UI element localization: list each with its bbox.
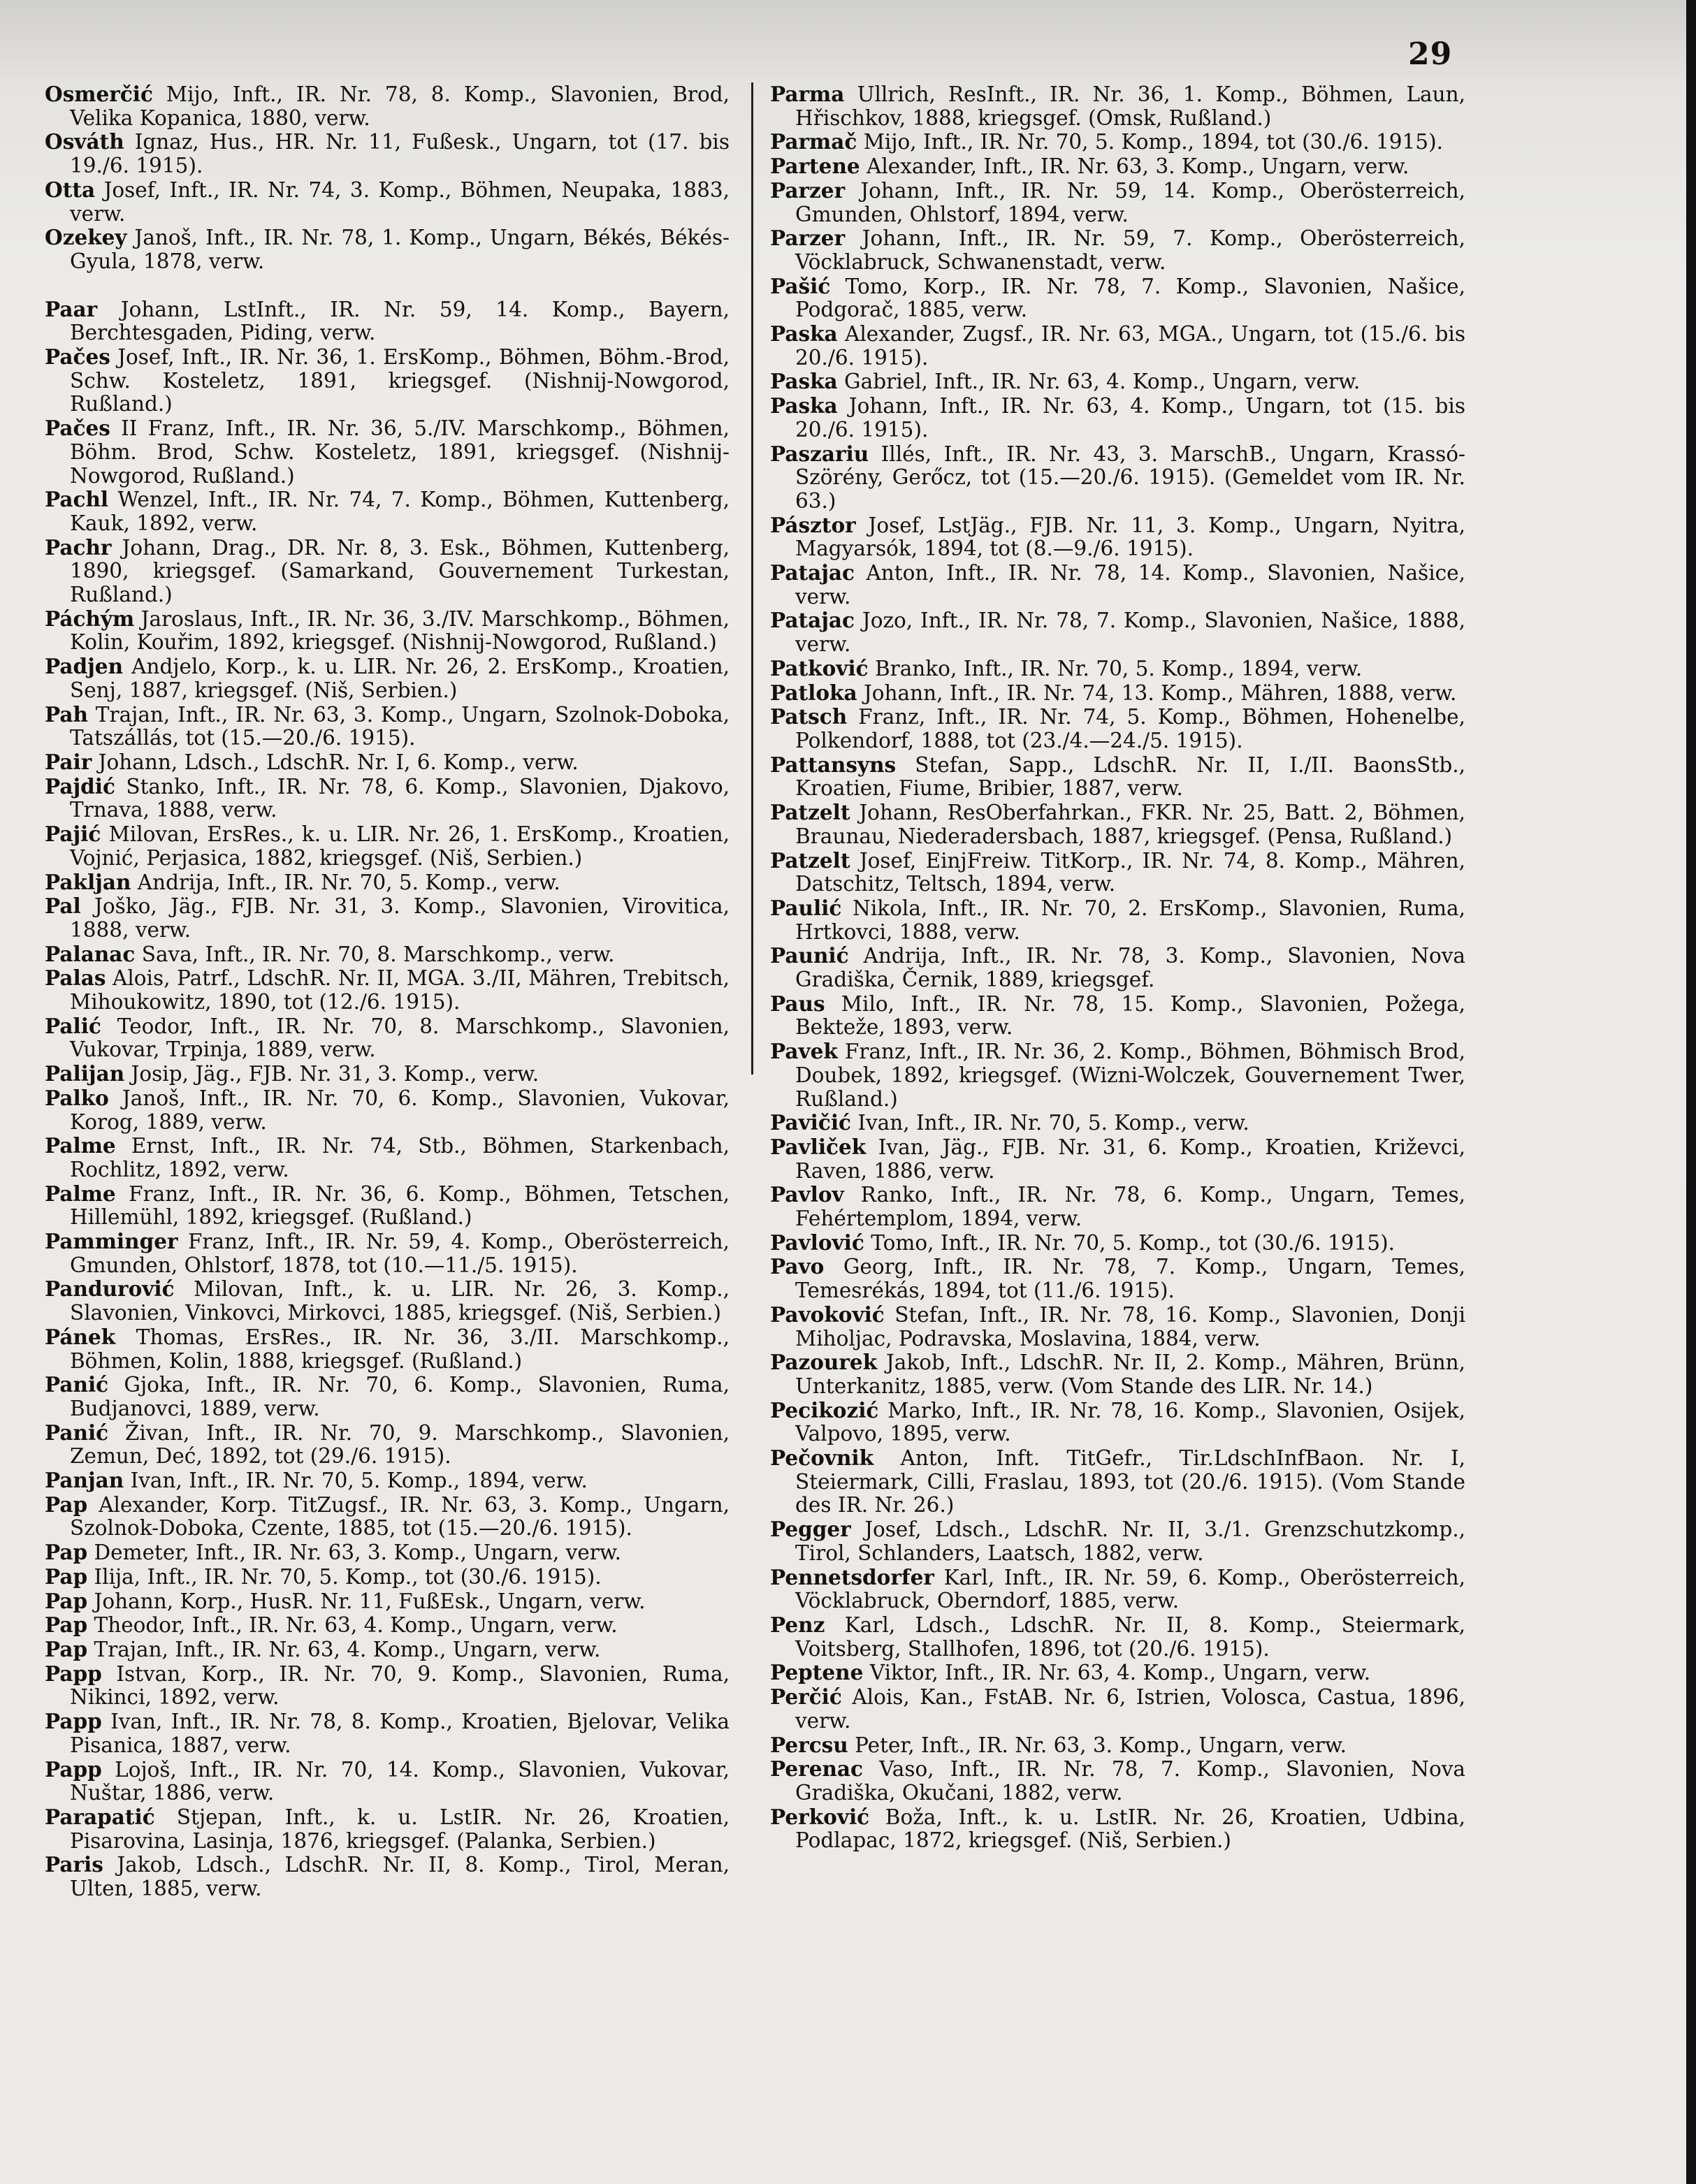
entry-details: Josef, Inft., IR. Nr. 36, 1. ErsKomp., Böhmen, Böhm.-Brod, Schw. Kosteletz, 1891, kriegsgef. (Nishnij-Nowgorod, Rußland.) (70, 345, 730, 416)
casualty-entry (45, 942, 730, 967)
entry-details: Gabriel, Inft., IR. Nr. 63, 4. Komp., Ungarn, verw. (837, 370, 1361, 394)
entry-surname: Pah (45, 701, 88, 727)
entry-surname: Pennetsdorfer (770, 1564, 934, 1589)
casualty-entry (770, 1566, 1465, 1613)
casualty-entry (770, 1351, 1465, 1398)
entry-surname: Pavoković (770, 1302, 885, 1327)
entry-surname: Patajac (770, 608, 855, 633)
casualty-entry (770, 896, 1465, 944)
casualty-entry (45, 607, 730, 655)
entry-details: Jakob, Inft., LdschR. Nr. II, 2. Komp., Mähren, Brünn, Unterkanitz, 1885, verw. (Vom Stande des LIR. Nr. 14.) (795, 1351, 1465, 1398)
casualty-entry (45, 1014, 730, 1062)
entry-details: Anton, Inft. TitGefr., Tir.LdschInfBaon. Nr. I, Steiermark, Cilli, Fraslau, 1893, tot (20./6. 1915). (Vom Stande des IR. Nr. 26.) (795, 1446, 1465, 1517)
entry-details: Johann, Korp., HusR. Nr. 11, FußEsk., Ungarn, verw. (87, 1589, 646, 1613)
entry-details: Karl, Ldsch., LdschR. Nr. II, 8. Komp., Steiermark, Voitsberg, Stallhofen, 1896, tot (20./6. 1915). (795, 1613, 1465, 1661)
entry-surname: Pattansyns (770, 752, 897, 777)
casualty-entry (45, 750, 730, 775)
entry-details: Stanko, Inft., IR. Nr. 78, 6. Komp., Slavonien, Djakovo, Trnava, 1888, verw. (70, 774, 730, 822)
entry-surname: Pegger (770, 1517, 851, 1542)
casualty-entry (45, 298, 730, 345)
casualty-entry (770, 1446, 1465, 1517)
casualty-entry (45, 1493, 730, 1541)
entry-details: Ivan, Inft., IR. Nr. 78, 8. Komp., Kroatien, Bjelovar, Velika Pisanica, 1887, verw. (70, 1710, 730, 1757)
entry-surname: Patković (770, 655, 869, 680)
entry-surname: Patajac (770, 560, 855, 585)
casualty-entry (770, 1040, 1465, 1111)
casualty-entry (45, 345, 730, 416)
entry-details: Johann, LstInft., IR. Nr. 59, 14. Komp., Bayern, Berchtesgaden, Piding, verw. (70, 297, 730, 345)
entry-surname: Papp (45, 1709, 102, 1734)
entry-details: Johann, Inft., IR. Nr. 59, 7. Komp., Oberösterreich, Vöcklabruck, Schwanenstadt, verw. (795, 226, 1465, 274)
entry-surname: Palijan (45, 1061, 125, 1086)
entry-details: Jozo, Inft., IR. Nr. 78, 7. Komp., Slavonien, Našice, 1888, verw. (795, 609, 1465, 657)
entry-surname: Pánek (45, 1324, 116, 1349)
casualty-entry (45, 655, 730, 702)
entry-details: II Franz, Inft., IR. Nr. 36, 5./IV. Marschkomp., Böhmen, Böhm. Brod, Schw. Kosteletz, 1891, kriegsgef. (Nishnij-Nowgorod, Rußland.) (70, 416, 730, 488)
casualty-entry (45, 178, 730, 226)
casualty-entry (770, 82, 1465, 130)
casualty-entry (770, 130, 1465, 154)
entry-surname: Ozekey (45, 225, 127, 250)
entry-surname: Otta (45, 177, 96, 202)
casualty-entry (45, 226, 730, 273)
casualty-entry (770, 1111, 1465, 1135)
casualty-entry (45, 488, 730, 535)
entry-details: Janoš, Inft., IR. Nr. 70, 6. Komp., Slavonien, Vukovar, Korog, 1889, verw. (70, 1086, 730, 1134)
entry-surname: Panić (45, 1372, 109, 1397)
entry-surname: Palko (45, 1085, 109, 1110)
entry-details: Johann, ResOberfahrkan., FKR. Nr. 25, Batt. 2, Böhmen, Braunau, Niederadersbach, 1887, kriegsgef. (Pensa, Rußland.) (795, 801, 1465, 848)
entry-surname: Pair (45, 749, 92, 774)
casualty-entry (770, 1255, 1465, 1302)
entry-surname: Pačes (45, 344, 110, 370)
casualty-entry (770, 1733, 1465, 1758)
entry-surname: Paunić (770, 943, 849, 968)
entry-details: Johann, Ldsch., LdschR. Nr. I, 6. Komp., verw. (92, 750, 579, 774)
entry-surname: Pachl (45, 487, 109, 512)
entry-details: Stjepan, Inft., k. u. LstIR. Nr. 26, Kroatien, Pisarovina, Lasinja, 1876, kriegsgef. (Palanka, Serbien.) (70, 1805, 730, 1853)
entry-surname: Pavliček (770, 1134, 867, 1159)
entry-details: Tomo, Korp., IR. Nr. 78, 7. Komp., Slavonien, Našice, Podgorač, 1885, verw. (795, 274, 1465, 322)
entry-surname: Pap (45, 1612, 88, 1638)
casualty-entry (770, 1805, 1465, 1853)
entry-details: Franz, Inft., IR. Nr. 36, 6. Komp., Böhmen, Tetschen, Hillemühl, 1892, kriegsgef. (Rußland.) (70, 1181, 730, 1230)
entry-surname: Pajić (45, 822, 101, 847)
entry-surname: Parmač (770, 129, 857, 154)
casualty-entry (770, 370, 1465, 394)
entry-surname: Pecikozić (770, 1397, 879, 1422)
entry-details: Karl, Inft., IR. Nr. 59, 6. Komp., Oberösterreich, Vöcklabruck, Oberndorf, 1885, verw. (795, 1565, 1465, 1613)
casualty-entry (770, 1517, 1465, 1565)
entry-surname: Padjen (45, 654, 124, 679)
page-number: 29 (1408, 36, 1453, 72)
entry-details: Ernst, Inft., IR. Nr. 74, Stb., Böhmen, Starkenbach, Rochlitz, 1892, verw. (70, 1134, 730, 1181)
casualty-entry (45, 871, 730, 895)
casualty-entry (770, 609, 1465, 656)
casualty-entry (45, 1373, 730, 1420)
entry-details: Marko, Inft., IR. Nr. 78, 16. Komp., Slavonien, Osijek, Valpovo, 1895, verw. (795, 1398, 1465, 1446)
casualty-entry (45, 1613, 730, 1638)
casualty-entry (45, 1062, 730, 1086)
entry-surname: Parma (770, 82, 845, 106)
entry-details: Alois, Patrf., LdschR. Nr. II, MGA. 3./II, Mähren, Trebitsch, Mihoukowitz, 1890, tot (12./6. 1915). (70, 966, 730, 1014)
entry-surname: Pašić (770, 273, 831, 298)
entry-details: Janoš, Inft., IR. Nr. 78, 1. Komp., Ungarn, Békés, Békés-Gyula, 1878, verw. (70, 226, 730, 273)
casualty-entry (45, 1230, 730, 1277)
casualty-entry (45, 1589, 730, 1614)
entry-surname: Perković (770, 1804, 870, 1829)
entry-details: Stefan, Inft., IR. Nr. 78, 16. Komp., Slavonien, Donji Miholjac, Podravska, Moslavina, 1884, verw. (795, 1302, 1465, 1351)
entry-details: Branko, Inft., IR. Nr. 70, 5. Komp., 1894, verw. (868, 656, 1363, 680)
entry-details: Johann, Drag., DR. Nr. 8, 3. Esk., Böhmen, Kuttenberg, 1890, kriegsgef. (Samarkand, Gouvernement Turkestan, Rußland.) (70, 535, 730, 607)
entry-surname: Peptene (770, 1660, 864, 1685)
entry-surname: Pap (45, 1588, 88, 1613)
entry-surname: Pavek (770, 1039, 838, 1064)
entry-surname: Patzelt (770, 847, 850, 873)
entry-details: Josef, Inft., IR. Nr. 74, 3. Komp., Böhmen, Neupaka, 1883, verw. (70, 177, 730, 226)
entry-details: Vaso, Inft., IR. Nr. 78, 7. Komp., Slavonien, Nova Gradiška, Okučani, 1882, verw. (795, 1757, 1465, 1805)
entry-details: Anton, Inft., IR. Nr. 78, 14. Komp., Slavonien, Našice, verw. (795, 561, 1465, 609)
entry-surname: Pal (45, 894, 81, 919)
entry-details: Ullrich, ResInft., IR. Nr. 36, 1. Komp., Böhmen, Laun, Hřischkov, 1888, kriegsgef. (Omsk, Rußland.) (795, 82, 1465, 130)
entry-details: Nikola, Inft., IR. Nr. 70, 2. ErsKomp., Slavonien, Ruma, Hrtkovci, 1888, verw. (795, 896, 1465, 944)
casualty-entry (770, 705, 1465, 752)
casualty-entry (45, 1758, 730, 1805)
entry-surname: Palanac (45, 941, 136, 966)
entry-surname: Pavičić (770, 1110, 851, 1135)
entry-surname: Pap (45, 1637, 88, 1661)
entry-surname: Parzer (770, 226, 846, 251)
casualty-entry (770, 1685, 1465, 1733)
entry-details: Milovan, ErsRes., k. u. LIR. Nr. 26, 1. ErsKomp., Kroatien, Vojnić, Perjasica, 1882, kriegsgef. (Niš, Serbien.) (70, 822, 730, 870)
entry-surname: Pazourek (770, 1350, 878, 1375)
entry-details: Andjelo, Korp., k. u. LIR. Nr. 26, 2. ErsKomp., Kroatien, Senj, 1887, kriegsgef. (Niš, Serbien.) (70, 655, 730, 702)
entry-surname: Paris (45, 1852, 103, 1877)
entry-details: Josef, EinjFreiw. TitKorp., IR. Nr. 74, 8. Komp., Mähren, Datschitz, Teltsch, 1894, verw. (795, 848, 1465, 896)
casualty-entry (770, 1661, 1465, 1685)
entry-surname: Patloka (770, 680, 857, 705)
entry-details: Josip, Jäg., FJB. Nr. 31, 3. Komp., verw. (124, 1062, 539, 1086)
entry-surname: Páchým (45, 606, 135, 631)
entry-surname: Paska (770, 321, 838, 347)
entry-details: Wenzel, Inft., IR. Nr. 74, 7. Komp., Böhmen, Kuttenberg, Kauk, 1892, verw. (70, 488, 730, 535)
casualty-entry (45, 894, 730, 942)
casualty-entry (45, 822, 730, 870)
entry-details: Georg, Inft., IR. Nr. 78, 7. Komp., Ungarn, Temes, Temesrékás, 1894, tot (11./6. 1915). (795, 1255, 1465, 1303)
entry-details: Andrija, Inft., IR. Nr. 78, 3. Komp., Slavonien, Nova Gradiška, Černik, 1889, kriegsgef. (795, 944, 1465, 992)
entry-surname: Perčić (770, 1684, 842, 1710)
entry-details: Boža, Inft., k. u. LstIR. Nr. 26, Kroatien, Udbina, Podlapac, 1872, kriegsgef. (Niš, Serbien.) (795, 1805, 1465, 1853)
right-column (770, 82, 1465, 1853)
entry-surname: Paska (770, 393, 838, 418)
casualty-entry (45, 1853, 730, 1900)
entry-surname: Penz (770, 1612, 825, 1637)
entry-surname: Pap (45, 1492, 88, 1517)
casualty-entry (45, 966, 730, 1014)
entry-details: Theodor, Inft., IR. Nr. 63, 4. Komp., Ungarn, verw. (87, 1613, 618, 1638)
entry-surname: Pavo (770, 1254, 825, 1279)
casualty-entry (770, 275, 1465, 322)
entry-details: Franz, Inft., IR. Nr. 36, 2. Komp., Böhmen, Böhmisch Brod, Doubek, 1892, kriegsgef. (Wizni-Wolczek, Gouvernement Twer, Rußland.) (795, 1040, 1465, 1111)
entry-surname: Pap (45, 1564, 88, 1589)
casualty-entry (770, 561, 1465, 609)
entry-details: Trajan, Inft., IR. Nr. 63, 4. Komp., Ungarn, verw. (87, 1638, 601, 1661)
casualty-entry (770, 1399, 1465, 1446)
casualty-entry (45, 1710, 730, 1757)
entry-details: Johann, Inft., IR. Nr. 74, 13. Komp., Mähren, 1888, verw. (857, 680, 1457, 705)
entry-surname: Osmerčić (45, 82, 153, 106)
casualty-entry (770, 226, 1465, 274)
entry-surname: Paulić (770, 895, 842, 920)
entry-details: Ranko, Inft., IR. Nr. 78, 6. Komp., Ungarn, Temes, Fehértemplom, 1894, verw. (795, 1183, 1465, 1231)
left-column (45, 82, 730, 1901)
casualty-entry (770, 849, 1465, 896)
entry-details: Mijo, Inft., IR. Nr. 78, 8. Komp., Slavonien, Brod, Velika Kopanica, 1880, verw. (70, 82, 730, 130)
entry-details: Franz, Inft., IR. Nr. 74, 5. Komp., Böhmen, Hohenelbe, Polkendorf, 1888, tot (23./4.—24./5. 1915). (795, 705, 1465, 752)
entry-details: Lojoš, Inft., IR. Nr. 70, 14. Komp., Slavonien, Vukovar, Nuštar, 1886, verw. (70, 1757, 730, 1805)
entry-details: Trajan, Inft., IR. Nr. 63, 3. Komp., Ungarn, Szolnok-Doboka, Tatszállás, tot (15.—20./6. 1915). (70, 702, 730, 750)
entry-surname: Papp (45, 1661, 102, 1686)
entry-surname: Palme (45, 1133, 116, 1158)
entry-details: Johann, Inft., IR. Nr. 63, 4. Komp., Ungarn, tot (15. bis 20./6. 1915). (795, 394, 1465, 442)
entry-details: Jaroslaus, Inft., IR. Nr. 36, 3./IV. Marschkomp., Böhmen, Kolin, Kouřim, 1892, kriegsgef. (Nishnij-Nowgorod, Rußland.) (70, 606, 730, 655)
casualty-entry (770, 944, 1465, 991)
casualty-entry (770, 322, 1465, 370)
entry-surname: Paar (45, 296, 98, 321)
entry-surname: Patsch (770, 704, 848, 729)
entry-details: Viktor, Inft., IR. Nr. 63, 4. Komp., Ungarn, verw. (863, 1661, 1371, 1685)
entry-surname: Pachr (45, 534, 112, 560)
entry-surname: Parapatić (45, 1804, 155, 1829)
casualty-entry (45, 1277, 730, 1325)
entry-details: Teodor, Inft., IR. Nr. 70, 8. Marschkomp., Slavonien, Vukovar, Trpinja, 1889, verw. (70, 1014, 730, 1062)
entry-details: Andrija, Inft., IR. Nr. 70, 5. Komp., verw. (131, 870, 560, 894)
casualty-entry (45, 1325, 730, 1373)
entry-surname: Papp (45, 1756, 102, 1782)
casualty-entry (770, 1757, 1465, 1805)
casualty-entry (770, 442, 1465, 514)
entry-details: Demeter, Inft., IR. Nr. 63, 3. Komp., Ungarn, verw. (87, 1541, 621, 1565)
casualty-entry (45, 1805, 730, 1853)
entry-details: Sava, Inft., IR. Nr. 70, 8. Marschkomp., verw. (135, 942, 615, 966)
casualty-entry (770, 1231, 1465, 1255)
casualty-entry (45, 1565, 730, 1589)
entry-details: Živan, Inft., IR. Nr. 70, 9. Marschkomp., Slavonien, Zemun, Deć, 1892, tot (29./6. 1915). (70, 1420, 730, 1469)
entry-surname: Pamminger (45, 1229, 178, 1254)
entry-surname: Percsu (770, 1732, 848, 1757)
entry-surname: Pavlov (770, 1182, 844, 1207)
casualty-entry (770, 801, 1465, 848)
casualty-entry (45, 1086, 730, 1134)
entry-details: Alois, Kan., FstAB. Nr. 6, Istrien, Volosca, Castua, 1896, verw. (795, 1685, 1465, 1733)
casualty-entry (45, 703, 730, 750)
entry-details: Ilija, Inft., IR. Nr. 70, 5. Komp., tot (30./6. 1915). (87, 1564, 602, 1589)
entry-details: Ivan, Jäg., FJB. Nr. 31, 6. Komp., Kroatien, Križevci, Raven, 1886, verw. (795, 1135, 1465, 1183)
casualty-entry (770, 681, 1465, 706)
entry-details: Alexander, Zugsf., IR. Nr. 63, MGA., Ungarn, tot (15./6. bis 20./6. 1915). (795, 322, 1465, 370)
entry-surname: Palme (45, 1181, 116, 1206)
entry-surname: Paska (770, 369, 838, 394)
entry-details: Jakob, Ldsch., LdschR. Nr. II, 8. Komp., Tirol, Meran, Ulten, 1885, verw. (70, 1853, 730, 1901)
casualty-entry (45, 1541, 730, 1565)
entry-surname: Panić (45, 1420, 109, 1445)
entry-details: Istvan, Korp., IR. Nr. 70, 9. Komp., Slavonien, Ruma, Nikinci, 1892, verw. (70, 1661, 730, 1710)
casualty-entry (45, 82, 730, 130)
entry-surname: Perenac (770, 1756, 863, 1782)
entry-details: Josef, LstJäg., FJB. Nr. 11, 3. Komp., Ungarn, Nyitra, Magyarsók, 1894, tot (8.—9./6. 1915). (795, 513, 1465, 561)
casualty-entry (770, 1613, 1465, 1661)
casualty-entry (45, 775, 730, 822)
entry-details: Ignaz, Hus., HR. Nr. 11, Fußesk., Ungarn, tot (17. bis 19./6. 1915). (70, 130, 730, 178)
entry-details: Stefan, Sapp., LdschR. Nr. II, I./II. BaonsStb., Kroatien, Fiume, Bribier, 1887, verw. (795, 752, 1465, 801)
casualty-entry (45, 1638, 730, 1662)
entry-surname: Partene (770, 154, 860, 179)
entry-details: Thomas, ErsRes., IR. Nr. 36, 3./II. Marschkomp., Böhmen, Kolin, 1888, kriegsgef. (Rußland.) (70, 1325, 730, 1373)
entry-surname: Pajdić (45, 773, 115, 799)
entry-surname: Parzer (770, 177, 846, 203)
entry-details: Peter, Inft., IR. Nr. 63, 3. Komp., Ungarn, verw. (848, 1733, 1347, 1757)
casualty-entry (45, 536, 730, 607)
entry-surname: Osváth (45, 129, 124, 154)
entry-details: Alexander, Korp. TitZugsf., IR. Nr. 63, 3. Komp., Ungarn, Szolnok-Doboka, Czente, 1885, tot (15.—20./6. 1915). (70, 1492, 730, 1541)
entry-surname: Panjan (45, 1468, 124, 1493)
casualty-entry (45, 1469, 730, 1493)
entry-details: Tomo, Inft., IR. Nr. 70, 5. Komp., tot (30./6. 1915). (864, 1230, 1395, 1255)
entry-details: Gjoka, Inft., IR. Nr. 70, 6. Komp., Slavonien, Ruma, Budjanovci, 1889, verw. (70, 1373, 730, 1420)
entry-details: Johann, Inft., IR. Nr. 59, 14. Komp., Oberösterreich, Gmunden, Ohlstorf, 1894, verw. (795, 178, 1465, 226)
entry-surname: Pavlović (770, 1230, 864, 1255)
entry-surname: Paus (770, 991, 825, 1016)
casualty-entry (770, 753, 1465, 801)
entry-details: Joško, Jäg., FJB. Nr. 31, 3. Komp., Slavonien, Virovitica, 1888, verw. (70, 894, 730, 942)
casualty-entry (45, 1182, 730, 1230)
entry-details: Milovan, Inft., k. u. LIR. Nr. 26, 3. Komp., Slavonien, Vinkovci, Mirkovci, 1885, kriegsgef. (Niš, Serbien.) (70, 1277, 730, 1325)
entry-surname: Patzelt (770, 800, 850, 825)
casualty-entry (45, 1134, 730, 1181)
entry-surname: Pásztor (770, 512, 856, 537)
casualty-entry (770, 1303, 1465, 1351)
entry-surname: Pandurović (45, 1276, 175, 1302)
casualty-entry (770, 514, 1465, 561)
entry-surname: Paszariu (770, 441, 869, 466)
entry-surname: Palić (45, 1013, 101, 1038)
entry-surname: Palas (45, 966, 106, 991)
casualty-entry (45, 1421, 730, 1469)
entry-details: Ivan, Inft., IR. Nr. 70, 5. Komp., 1894, verw. (124, 1469, 588, 1493)
entry-details: Illés, Inft., IR. Nr. 43, 3. MarschB., Ungarn, Krassó-Szörény, Gerőcz, tot (15.—20./6. 1915). (Gemeldet vom IR. Nr. 63.) (795, 442, 1465, 513)
casualty-entry (770, 179, 1465, 226)
entry-surname: Pečovnik (770, 1446, 874, 1471)
entry-surname: Pakljan (45, 869, 131, 894)
casualty-entry (770, 1135, 1465, 1183)
casualty-entry (770, 1183, 1465, 1230)
entry-surname: Pap (45, 1540, 88, 1565)
casualty-entry (45, 130, 730, 177)
casualty-entry (770, 394, 1465, 442)
casualty-entry (770, 657, 1465, 681)
casualty-entry (770, 154, 1465, 179)
entry-details: Alexander, Inft., IR. Nr. 63, 3. Komp., Ungarn, verw. (860, 154, 1409, 179)
casualty-entry (45, 1662, 730, 1710)
entry-details: Milo, Inft., IR. Nr. 78, 15. Komp., Slavonien, Požega, Bekteže, 1893, verw. (795, 991, 1465, 1040)
entry-details: Josef, Ldsch., LdschR. Nr. II, 3./1. Grenzschutzkomp., Tirol, Schlanders, Laatsch, 1882, verw. (795, 1517, 1465, 1565)
casualty-entry (45, 416, 730, 488)
entry-details: Ivan, Inft., IR. Nr. 70, 5. Komp., verw. (850, 1111, 1249, 1135)
entry-details: Franz, Inft., IR. Nr. 59, 4. Komp., Oberösterreich, Gmunden, Ohlstorf, 1878, tot (10.—11./5. 1915). (70, 1230, 730, 1277)
entry-surname: Pačes (45, 416, 110, 441)
column-divider (751, 82, 753, 1075)
casualty-entry (770, 992, 1465, 1040)
entry-details: Mijo, Inft., IR. Nr. 70, 5. Komp., 1894, tot (30./6. 1915). (857, 130, 1443, 154)
